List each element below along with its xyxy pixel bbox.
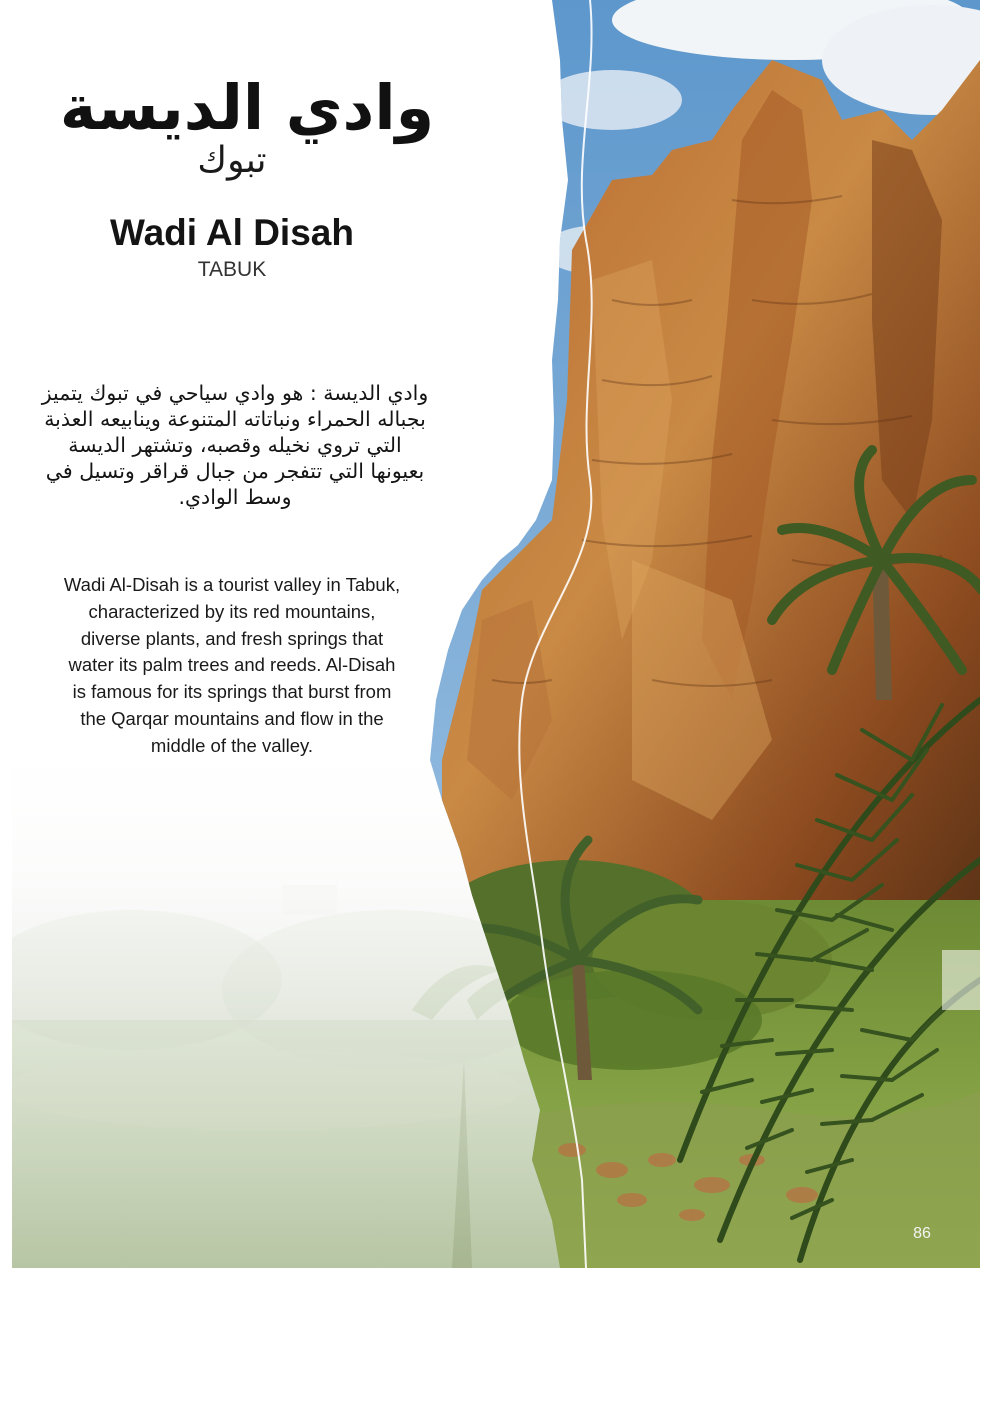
page-number: 86 [913,1225,931,1242]
description-english: Wadi Al-Disah is a tourist valley in Tabuk, characterized by its red mountains, diverse plants, and fresh springs that water its palm trees and reeds. Al-Disah is famous for its springs that burst from the Qarqar mountains and flow in the middle of the valley. [63,574,401,756]
description-arabic: وادي الديسة : هو وادي سياحي في تبوك يتميز بجباله الحمراء ونباتاته المتنوعة وينابيعه العذبة التي تروي نخيله وقصبه، وتشتهر الديسة بعيونها التي تتفجر من جبال قراقر وتسيل في وسط الوادي. [41,381,429,509]
subtitle-arabic: تبوك [197,140,267,181]
subtitle-english: TABUK [197,258,267,281]
title-english: Wadi Al Disah [110,212,354,253]
brochure-page [12,0,980,1268]
title-arabic: وادي الديسة [59,71,435,144]
